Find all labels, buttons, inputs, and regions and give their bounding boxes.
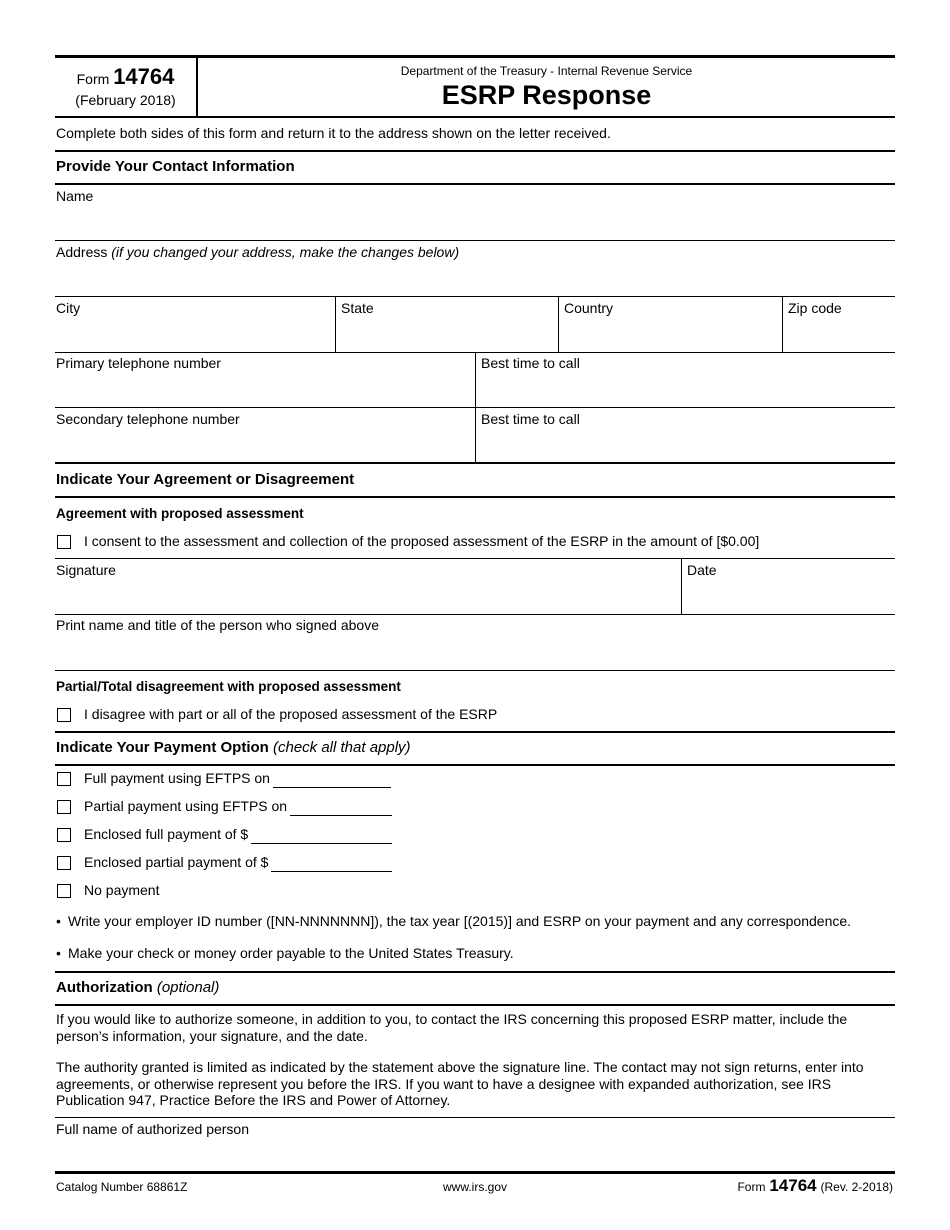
form-date: (February 2018) [75,92,176,108]
footer-revision: (Rev. 2-2018) [820,1180,893,1194]
primary-phone-field[interactable] [55,353,475,407]
authorization-heading-text: Authorization [56,979,153,996]
authorization-heading [56,979,219,997]
full-eftps-checkbox[interactable] [57,772,71,786]
best-time-field-2[interactable] [476,408,895,463]
enclosed-partial-amount-line[interactable] [271,871,392,872]
bullet-dot-1: • [56,913,61,929]
authorization-heading-note: (optional) [156,979,220,996]
print-name-field[interactable] [55,615,895,670]
secondary-phone-field[interactable] [55,408,475,463]
enclosed-partial-checkbox[interactable] [57,856,71,870]
print-name-label: Print name and title of the person who signed above [56,617,379,633]
address-field[interactable] [55,241,895,296]
full-eftps-date-line[interactable] [273,787,391,788]
authorized-person-name-label: Full name of authorized person [56,1121,249,1137]
form-number: 14764 [113,64,175,89]
agreement-section-bottom [55,731,895,733]
website: www.irs.gov [442,1180,507,1194]
zip-label: Zip code [788,300,842,316]
disagree-subheading: Partial/Total disagreement with proposed assessment [56,679,401,694]
form-title: ESRP Response [441,80,652,110]
date-label: Date [687,562,717,578]
payment-heading-note: (check all that apply) [272,739,411,756]
country-label: Country [564,300,614,316]
signature-field[interactable] [55,559,681,614]
city-label: City [56,300,81,316]
secondary-phone-label: Secondary telephone number [56,411,240,427]
enclosed-full-amount-line[interactable] [251,843,392,844]
address-label-text: Address [56,244,108,260]
no-payment-checkbox[interactable] [57,884,71,898]
print-name-divider [55,670,895,671]
authorized-person-name-field[interactable] [55,1118,895,1170]
state-label: State [341,300,374,316]
payment-section-bottom [55,971,895,973]
payment-heading-text: Indicate Your Payment Option [56,739,269,756]
form-prefix: Form [76,71,110,87]
payment-bullet-1: Write your employer ID number ([NN-NNNNNNN]), the tax year [(2015)] and ESRP on your payment and any correspondence. [68,913,852,929]
zip-field[interactable] [783,297,895,352]
name-field[interactable] [55,185,895,240]
form-id-block [55,64,196,108]
footer-form-prefix: Form [737,1180,766,1194]
full-eftps-label: Full payment using EFTPS on [84,770,270,786]
city-field[interactable] [55,297,335,352]
address-label [56,244,459,260]
agreement-heading: Indicate Your Agreement or Disagreement [56,471,355,488]
payment-bullet-2: Make your check or money order payable to the United States Treasury. [68,945,514,961]
address-note: (if you changed your address, make the changes below) [111,244,460,260]
instructions-text: Complete both sides of this form and return it to the address shown on the letter received. [56,125,611,141]
disagree-checkbox[interactable] [57,708,71,722]
bullet-dot-2: • [56,945,61,961]
agreement-heading-divider [55,496,895,498]
country-field[interactable] [559,297,782,352]
authorization-para-2: The authority granted is limited as indicated by the statement above the signature line. The contact may not sign returns, enter into agreements, or otherwise represent you before the IRS. If you want to have a designee with expanded authorization, see IRS Publication 947, Practice Before the IRS and Power of Attorney. [56,1059,864,1108]
enclosed-full-label: Enclosed full payment of $ [84,826,249,842]
enclosed-full-checkbox[interactable] [57,828,71,842]
contact-section-bottom [55,462,895,464]
payment-heading [56,739,411,757]
name-label: Name [56,188,94,204]
partial-eftps-checkbox[interactable] [57,800,71,814]
agree-subheading: Agreement with proposed assessment [56,506,304,521]
date-field[interactable] [682,559,895,614]
no-payment-label: No payment [84,882,160,898]
best-time-field-1[interactable] [476,353,895,407]
enclosed-partial-label: Enclosed partial payment of $ [84,854,269,870]
primary-phone-label: Primary telephone number [56,355,221,371]
instructions-divider [55,150,895,152]
payment-heading-divider [55,764,895,766]
authorization-para-1: If you would like to authorize someone, in addition to you, to contact the IRS concerning this proposed ESRP matter, include the person’s information, your signature, and the date. [56,1011,848,1044]
consent-text: I consent to the assessment and collection of the proposed assessment of the ESRP in the amount of [$0.00] [84,533,760,549]
disagree-text: I disagree with part or all of the proposed assessment of the ESRP [84,706,498,722]
footer-form-id [600,1175,893,1198]
best-time-label-2: Best time to call [481,411,580,427]
partial-eftps-label: Partial payment using EFTPS on [84,798,288,814]
top-border [55,55,895,58]
footer-border [55,1171,895,1174]
authorization-heading-divider [55,1004,895,1006]
footer-form-number: 14764 [769,1176,817,1195]
agency-name: Department of the Treasury - Internal Revenue Service [400,64,693,78]
state-field[interactable] [336,297,558,352]
partial-eftps-date-line[interactable] [290,815,392,816]
header-bottom-border [55,116,895,118]
best-time-label-1: Best time to call [481,355,580,371]
catalog-number: Catalog Number 68861Z [56,1180,188,1194]
consent-checkbox[interactable] [57,535,71,549]
contact-heading: Provide Your Contact Information [56,158,295,175]
signature-label: Signature [56,562,116,578]
